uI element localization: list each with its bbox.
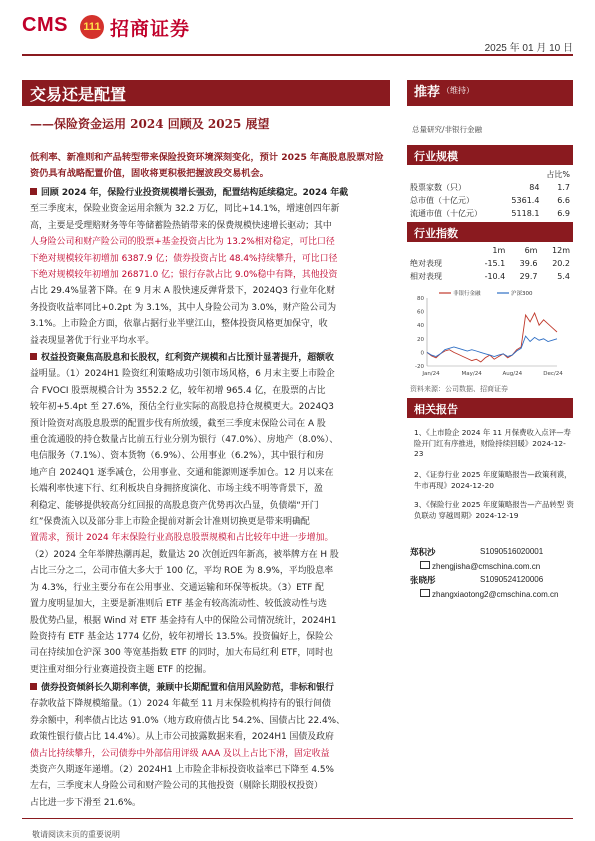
rating-sub: （维持） [442,86,474,95]
line: 电信服务（7.1%）、资本货物（6.9%）、公用事业（6.2%），其中银行和房 [30,451,324,462]
analyst-name: 张晓彤 [410,576,436,586]
header-divider [22,54,573,56]
legend-label: 沪深300 [511,291,533,297]
logo-cms-text: CMS [22,14,68,36]
section-title: 相关报告 [414,403,458,416]
series-line-2 [427,336,557,356]
line: 占比三分之二，公司市值大多大于 100 亿，平均 ROE 为 8.9%，平均股息率 [30,566,334,577]
y-tick-label: 0 [420,350,424,357]
legend-label: 非银行金融 [453,291,481,297]
line: 合 FVOCI 股票规模合计为 3552.2 亿，较年初增 965.4 亿，在股票的占比 [30,385,326,396]
email-icon [420,561,430,569]
line: 益明显。（1）2024H1 险资红利策略成功引领市场风格，6 月末主要上市险企 [30,369,335,380]
row-label: 流通市值（十亿元） [410,209,482,218]
line: 占比 29.4%显著下降。在 9 月末 A 股快速反弹背景下，2024Q3 行业年化财 [30,286,336,297]
para-1 [30,185,392,349]
row-label: 相对表现 [410,272,442,281]
line: 长端利率快速下行、红利板块自身拥挤度演化、市场主线不明等背景下，盈 [30,484,323,495]
section-equity [30,350,392,678]
sector-label: 总量研究/非银行金融 [412,125,483,134]
email-text: zhangxiaotong2@cmschina.com.cn [432,590,559,599]
table-row [410,207,570,220]
industry-scale-header [407,145,573,165]
rating-label: 推荐 [414,85,441,100]
line: 地产自 2024Q1 逐季减仓，公用事业、交通和能源则逐季加仓。12 月以来在 [30,467,334,478]
line: 存款收益下降规模缩量。（1）2024 年截至 11 月末保险机构持有的银行间债 [30,699,331,710]
line: 置力度明显加大，主要是新准则后 ETF 基金有较高流动性、较低波动性与选 [30,599,327,610]
table-row [410,270,570,283]
industry-index-table [410,244,570,283]
line: 务投资收益率同比+0.2pt 为 3.1%，其中人身险公司为 3.0%，财产险公司为 [30,302,337,313]
section-bond [30,680,392,811]
line: 为 4.3%，行业主要分布在公用事业、交通运输和环保等板块。（3）ETF 配 [30,582,325,593]
cell: 6.6 [557,196,570,205]
cell: 1.7 [557,183,570,192]
line: 左右，三季度末人身险公司和财产险公司的其他投资（剔除长期股权投资） [30,781,323,792]
column-header [410,244,468,257]
line: 至三季度末，保险业资金运用余额为 32.2 万亿，同比+14.1%，增速创四年新 [30,204,340,215]
report-date: 2025 年 01 月 10 日 [484,43,573,54]
table-row [410,194,570,207]
row-label: 绝对表现 [410,259,442,268]
x-tick-label: May/24 [461,371,482,377]
x-tick-label: Jan/24 [422,371,440,377]
cell: -10.4 [484,272,506,281]
line: （2）2024 全年举牌热潮再起，数量达 20 次创近四年新高，被举牌方在 H 股 [30,549,339,560]
table-row [410,244,570,257]
line: 人身险公司和财产险公司的股票+基金投资占比为 13.2%相对稳定，可比口径 [30,237,335,248]
x-tick-label: Dec/24 [543,371,563,377]
line: 政策性银行债占比 14.4%）。从上市公司披露数据来看，2024H1 国债及政府 [30,732,334,743]
line: 占比进一步下滑至 21.6%。 [30,797,141,808]
line: 重仓流通股的持仓数量占比前五行业分别为银行（47.0%）、房地产（8.0%）、 [30,435,339,446]
table-row [410,168,570,181]
analyst-name: 郑积沙 [410,548,436,558]
industry-scale-table [410,168,570,220]
line: 预计险资对高股息股票的配置步伐有所放缓，截至三季度末保险公司在 A 股 [30,418,326,429]
index-line-chart [407,288,573,380]
report-link-3[interactable]: 3、《保险行业 2025 年度策略报告—产品转型 资负联动 穿越周期》2024-12-19 [414,500,574,520]
report-link-1[interactable]: 1、《上市险企 2024 年 11 月保费收入点评—寿险开门红有序推进，财险持续回暖》2024-12-23 [414,428,571,459]
line: 债占比持续攀升，公司债券中外部信用评级 AAA 及以上占比下滑，固定收益 [30,748,330,759]
email-icon [420,589,430,597]
email-text: zhengjisha@cmschina.com.cn [432,562,541,571]
line: 3.1%。上市险企方面，依靠占据行业半壁江山，整体投资风格更加保守，收 [30,319,328,330]
related-reports-header [407,398,573,418]
table-row [410,257,570,270]
series-line-1 [427,313,557,362]
column-header: 6m [524,246,538,255]
analyst-email[interactable] [420,561,540,571]
column-header: 占比% [546,170,570,179]
cell: 20.2 [552,259,570,268]
chart-source: 资料来源：公司数据、招商证券 [410,385,508,393]
line: 股优势凸显，根据 Wind 对 ETF 基金持有人中的保险公司情况统计，2024H1 [30,615,337,626]
cell: 29.7 [519,272,538,281]
line: 利稳定、能够提供较高分红回报的高股息资产优势再次凸显，负债端“开门 [30,500,319,511]
cell: 5.4 [557,272,570,281]
line: 下绝对规模较年初增加 26871.0 亿；银行存款占比 9.0%稳中有降，其他投资 [30,270,338,281]
analyst-email[interactable] [420,589,558,599]
cell: -15.1 [484,259,506,268]
cell: 84 [529,183,540,192]
cell: 39.6 [519,259,538,268]
cell: 6.9 [557,209,570,218]
lead-summary: 低利率、新准则和产品转型带来保险投资环境深刻变化，预计 2025 年高股息股票对险资仍具有战略配置价值，固收将更积极把握波段交易机会。 [30,152,384,179]
y-tick-label: 60 [417,309,424,316]
page-title: 交易还是配置 [30,85,127,104]
report-link-2[interactable]: 2、《证券行业 2025 年度策略报告—政策利谟，牛市再现》2024-12-20 [414,470,572,490]
logo-mark-icon: 111 [80,15,104,39]
line: 债券投资倾斜长久期利率债，兼顾中长期配置和信用风险防范，非标和银行 [41,683,334,693]
line: 红”保费流入以及部分非上市险企提前对新会计准则切换更是带来明确配 [30,517,310,528]
line: 较年初+5.4pt 至 27.6%，预估全行业实际的高股息持仓规模更大。2024Q3 [30,402,334,413]
x-tick-label: Aug/24 [502,371,523,377]
footer-divider [22,818,573,819]
bullet-icon [30,353,37,360]
line: 司在持续加仓沪深 300 等宽基指数 ETF 的同时，加大布局红利 ETF，同时也 [30,648,333,659]
y-tick-label: 40 [417,323,424,330]
line: 回顾 2024 年，保险行业投资规模增长强劲，配置结构延续稳定。2024 年截 [41,188,349,198]
y-tick-label: -20 [415,364,424,370]
section-title: 行业指数 [414,227,458,240]
analyst-code: S1090524120006 [480,575,544,584]
line: 高，主要是受理赔财务等年等储蓄险热销带来的保费规模快速增长驱动；其中 [30,220,332,231]
line: 权益投资聚焦高股息和长股权，红利资产规模和占比预计显著提升，超额收 [41,353,334,363]
line: 券余额中，利率债占比达 91.0%（地方政府债占比 54.2%、国债占比 22.4%、 [30,715,345,726]
cell: 5118.1 [511,209,540,218]
logo-cn-text: 招商证券 [110,18,191,40]
table-row [410,181,570,194]
cell: 5361.4 [511,196,540,205]
analyst-code: S1090516020001 [480,547,544,556]
bullet-icon [30,188,37,195]
industry-index-header [407,222,573,242]
line: 益表现显著优于行业平均水平。 [30,335,155,346]
brand-logo [22,12,212,46]
bullet-icon [30,683,37,690]
y-tick-label: 20 [417,336,424,343]
line: 类资产久期逐年递增。（2）2024H1 上市险企非标投资收益率已下降至 4.5% [30,765,334,776]
line: 更注重对细分行业赛道投资主题 ETF 的挖掘。 [30,664,212,675]
row-label: 股票家数（只） [410,183,466,192]
row-label: 总市值（十亿元） [410,196,474,205]
line: 下绝对规模较年初增加 6387.9 亿；债券投资占比 48.4%持续攀升，可比口径 [30,253,338,264]
column-header: 12m [552,246,570,255]
line: 置需求，预计 2024 年末保险行业高股息股票规模和占比较年中进一步增加。 [30,533,334,544]
page-subtitle: ——保险资金运用 2024 回顾及 2025 展望 [30,117,270,131]
column-header: 1m [492,246,506,255]
y-tick-label: 80 [417,296,424,302]
line: 险资持有 ETF 基金达 1774 亿份，较年初增长 13.5%。投资偏好上，保险公 [30,631,333,642]
section-title: 行业规模 [414,150,458,163]
section-review [30,185,392,349]
footer-note: 敬请阅读末页的重要说明 [32,830,120,839]
